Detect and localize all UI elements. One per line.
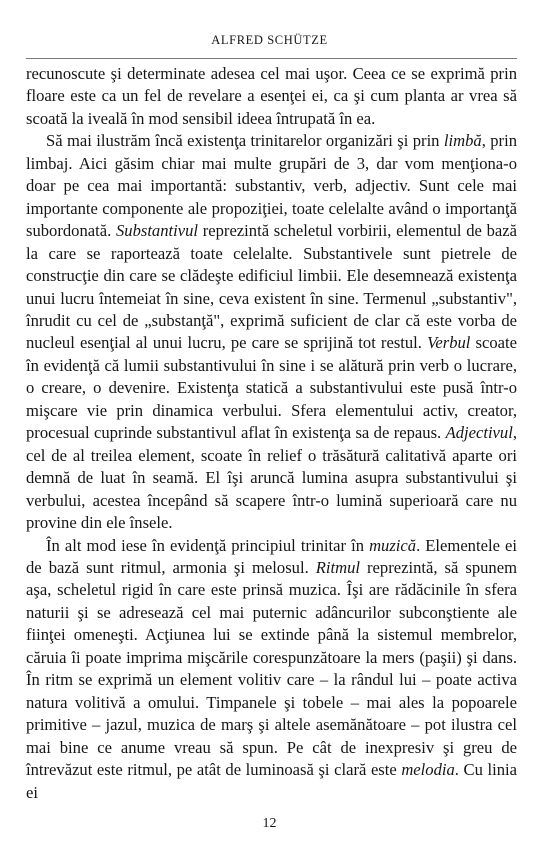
italic-term: Verbul (427, 333, 471, 353)
text-run: . Cu linia ei (26, 760, 517, 802)
text-run: . Elementele ei de bază sunt ritmul, armonia şi melosul. (26, 535, 517, 577)
text-run: recunoscute şi determinate adesea cel mai uşor. Ceea ce se exprimă prin floare este ca un fel de revelare a esenţei ei, ca şi cum planta ar vrea să scoată la iveală în mod sensibil ideea întrupată în ea. (26, 64, 517, 128)
italic-term: Ritmul (315, 557, 360, 577)
italic-term: Substantivul (115, 221, 199, 241)
paragraph (26, 63, 517, 130)
paragraph (26, 535, 517, 804)
text-run: În alt mod iese în evidenţă principiul trinitar în (46, 535, 370, 555)
text-run: Să mai ilustrăm încă existenţa trinitarelor organizări şi prin (46, 131, 444, 151)
body-text (26, 63, 517, 804)
header-rule (26, 58, 517, 59)
paragraph (26, 130, 517, 534)
italic-term: melodia (401, 760, 455, 780)
running-header: ALFRED SCHÜTZE (211, 33, 328, 47)
page-number: 12 (262, 816, 277, 831)
text-run: reprezintă, să spunem aşa, scheletul rigid în care este prinsă muzica. Îşi are rădăcinile în sfera naturii şi se adresează cel mai puternic adâncurilor subconştiente ale fiinţei omeneşti. Acţiunea lui se extinde până la sistemul membrelor, căruia îi poate imprima mişcările corespunzătoare la mers (paşii) şi dans. În ritm se exprimă un element volitiv care – la rândul lui – poate activa natura volitivă a omului. Timpanele şi tobele – mai ales la popoarele primitive – jazul, muzica de marş şi altele asemănătoare – pot ilustra cel mai bine ce anume vreau să spun. Pe cât de inexpresiv şi greu de întrevăzut este ritmul, pe atât de luminoasă şi clară este (26, 557, 517, 780)
italic-term: limbă (443, 131, 482, 151)
text-run: , prin limbaj. Aici găsim chiar mai multe grupări de 3, dar vom menţiona-o doar pe cea mai importantă: substantiv, verb, adjectiv. Sunt cele mai importante componente ale propoziţiei, toate celelalte având o importanţă subordonată. (26, 131, 517, 241)
italic-term: Adjectivul (445, 423, 513, 443)
text-run: , cel de al treilea element, scoate în relief o trăsătură calitativă aparte ori demnă de luat în seamă. El îşi aruncă lumina asupra substantivului şi verbului, acestea începând să scapere într-o lumină superioară care nu provine din ele însele. (26, 423, 517, 533)
text-run: scoate în evidenţă că lumii substantivului în sine i se alătură prin verb o lucrare, o creare, o devenire. Existenţa statică a substantivului este pusă într-o mişcare vie prin dinamica verbului. Sfera elementului activ, creator, procesual cuprinde substantivul aflat în existenţa sa de repaus. (26, 333, 517, 443)
text-run: reprezintă scheletul vorbirii, elementul de bază la care se raportează toate celelalte. Substantivele sunt pietrele de construcţie din care se clădeşte edificiul limbii. Ele desemnează existenţa unui lucru întemeiat în sine, ceva existent în sine. Termenul „substantiv", înrudit cu cel de „substanţă", exprimă suficient de clar că este vorba de nucleul esenţial al unui lucru, pe care se sprijină tot restul. (26, 221, 517, 353)
italic-term: muzică (369, 535, 417, 555)
